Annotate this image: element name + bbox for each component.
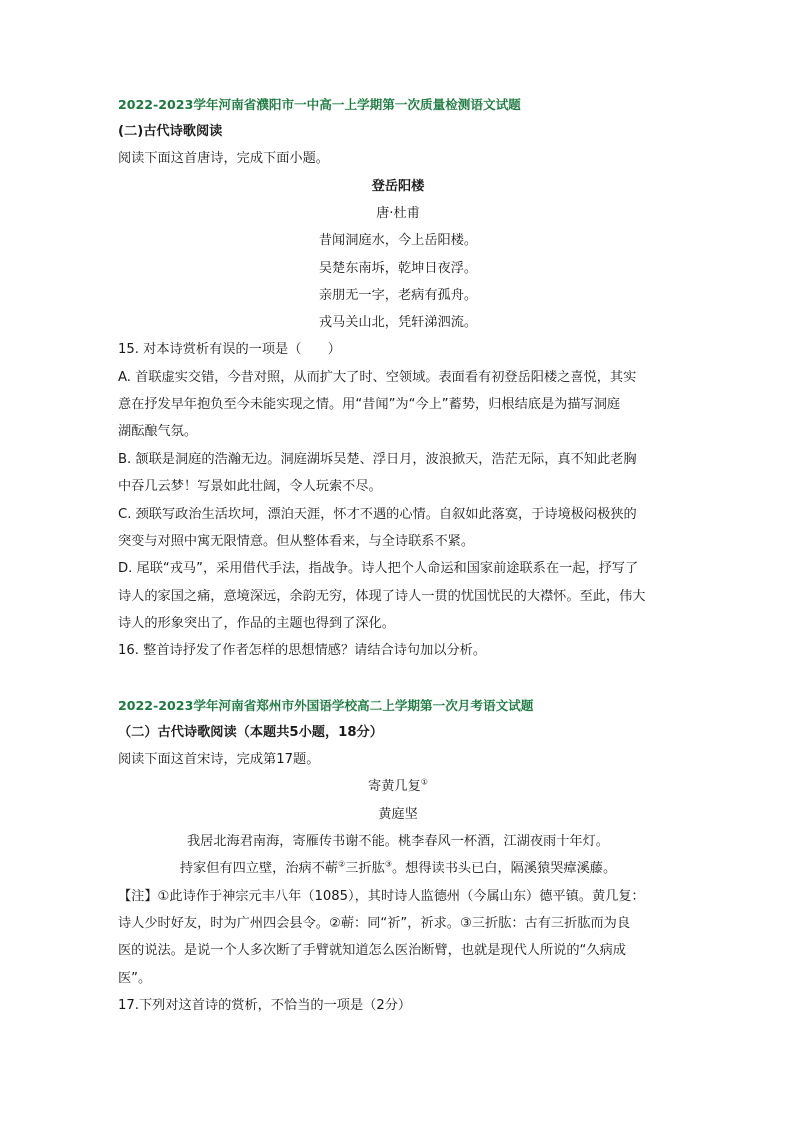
question-15-option-text: A. 首联虚实交错，今昔对照，从而扩大了时、空领域。表面看有初登岳阳楼之喜悦，其实 bbox=[118, 370, 637, 385]
poem-line: 戎马关山北，凭轩涕泗流。 bbox=[318, 315, 478, 330]
question-15-stem: 15. 对本诗赏析有误的一项是（ ） bbox=[118, 342, 341, 357]
poem-title-2 bbox=[118, 778, 678, 796]
footnote-mark: ① bbox=[420, 777, 428, 787]
section-heading-2: （二）古代诗歌阅读（本题共5小题，18分） bbox=[118, 725, 383, 740]
question-16: 16. 整首诗抒发了作者怎样的思想情感？请结合诗句加以分析。 bbox=[118, 643, 487, 658]
poem-line bbox=[118, 860, 678, 878]
note-line: 【注】①此诗作于神宗元丰八年（1085），其时诗人监德州（今属山东）德平镇。黄几复： bbox=[118, 889, 645, 904]
question-15-option-text: 诗人的形象突出了，作品的主题也得到了深化。 bbox=[118, 616, 395, 631]
instruction-2: 阅读下面这首宋诗，完成第17题。 bbox=[118, 752, 320, 767]
poem-line: 亲朋无一字，老病有孤舟。 bbox=[318, 288, 478, 303]
footnote-mark: ③ bbox=[384, 859, 392, 869]
poem-text-segment: 三折肱 bbox=[345, 861, 385, 876]
instruction-1: 阅读下面这首唐诗，完成下面小题。 bbox=[118, 151, 329, 166]
poem-line: 我居北海君南海，寄雁传书谢不能。桃李春风一杯酒，江湖夜雨十年灯。 bbox=[187, 834, 609, 849]
question-15-option-text: 诗人的家国之痛，意境深远，余韵无穷，体现了诗人一贯的忧国忧民的大襟怀。至此，伟大 bbox=[118, 589, 646, 604]
source-title-1: 2022-2023学年河南省濮阳市一中高一上学期第一次质量检测语文试题 bbox=[118, 97, 521, 112]
question-17-stem: 17.下列对这首诗的赏析，不恰当的一项是（2分） bbox=[118, 998, 412, 1013]
poem-title-text: 寄黄几复 bbox=[368, 779, 421, 794]
note-line: 医的说法。是说一个人多次断了手臂就知道怎么医治断臂，也就是现代人所说的“久病成 bbox=[118, 943, 626, 958]
question-15-option-text: D. 尾联“戎马”，采用借代手法，指战争。诗人把个人命运和国家前途联系在一起，抒写了 bbox=[118, 561, 639, 576]
poem-text-segment: 。想得读书头已白，隔溪猿哭瘴溪藤。 bbox=[391, 861, 617, 876]
poem-author-1: 唐·杜甫 bbox=[376, 206, 420, 221]
source-title-2: 2022-2023学年河南省郑州市外国语学校高二上学期第一次月考语文试题 bbox=[118, 698, 534, 713]
poem-line: 吴楚东南坼，乾坤日夜浮。 bbox=[318, 261, 478, 276]
question-15-option-text: C. 颈联写政治生活坎坷，漂泊天涯，怀才不遇的心情。自叙如此落寞，于诗境极闷极狭的 bbox=[118, 507, 637, 522]
question-15-option-text: B. 颔联是洞庭的浩瀚无边。洞庭湖坼吴楚、浮日月，波浪掀天，浩茫无际，真不知此老胸 bbox=[118, 452, 637, 467]
poem-title-1: 登岳阳楼 bbox=[371, 179, 425, 194]
question-15-option-text: 湖酝酿气氛。 bbox=[118, 424, 198, 439]
section-heading-1: (二)古代诗歌阅读 bbox=[118, 124, 223, 139]
question-15-option-text: 突变与对照中寓无限情意。但从整体看来，与全诗联系不紧。 bbox=[118, 534, 475, 549]
note-line: 医”。 bbox=[118, 971, 152, 986]
footnote-mark: ② bbox=[338, 859, 346, 869]
question-15-option-text: 中吞几云梦！写景如此壮阔，令人玩索不尽。 bbox=[118, 479, 382, 494]
note-line: 诗人少时好友，时为广州四会县令。②蕲：同“祈”，祈求。③三折肱：古有三折肱而为良 bbox=[118, 916, 631, 931]
question-15-option-text: 意在抒发早年抱负至今未能实现之情。用“昔闻”为“今上”蓄势，归根结底是为描写洞庭 bbox=[118, 397, 621, 412]
poem-author-2: 黄庭坚 bbox=[378, 807, 418, 822]
poem-line: 昔闻洞庭水，今上岳阳楼。 bbox=[318, 233, 478, 248]
poem-text-segment: 持家但有四立壁，治病不蕲 bbox=[179, 861, 339, 876]
